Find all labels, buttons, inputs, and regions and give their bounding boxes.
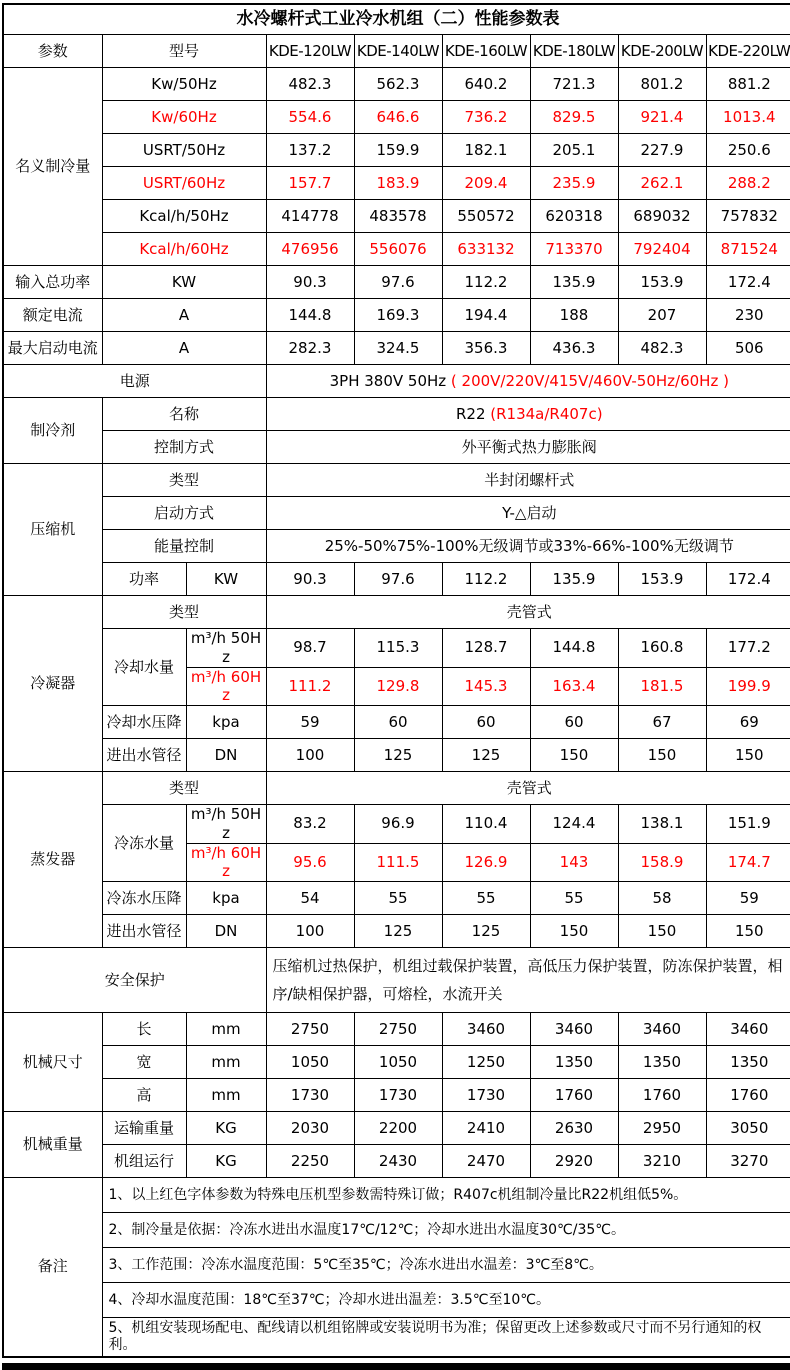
row-input-power-value: 153.9: [618, 266, 706, 299]
row-dim-height-value: 1730: [266, 1079, 354, 1112]
row-rated-current-value: 207: [618, 299, 706, 332]
row-input-power: [3, 266, 790, 299]
unit-dn: DN: [186, 739, 266, 772]
row-compressor-power-value: 172.4: [706, 563, 790, 596]
row-refrigerant-name: [3, 398, 790, 431]
row-evaporator-pipe-value: 150: [530, 915, 618, 948]
safety-value: 压缩机过热保护，机组过载保护装置，高低压力保护装置，防冻保护装置，相序/缺相保护器，可熔栓，水流开关: [266, 948, 790, 1013]
power-supply-value: [266, 365, 790, 398]
unit-a: A: [102, 332, 266, 365]
row-weight-shipping-value: 2200: [354, 1112, 442, 1145]
row-label-running-weight: 机组运行: [102, 1145, 186, 1178]
row-condenser-flow-50hz-value: 128.7: [442, 629, 530, 668]
row-max-start-current-value: 282.3: [266, 332, 354, 365]
row-evaporator-flow-60hz-value: 174.7: [706, 843, 790, 882]
header-kde-220lw: KDE-220LW: [706, 35, 790, 68]
row-capacity-usrt-60hz-value: 209.4: [442, 167, 530, 200]
row-condenser-pressure-drop-value: 59: [266, 706, 354, 739]
row-max-start-current: [3, 332, 790, 365]
spec-table-body: [3, 4, 790, 1357]
row-capacity-kw-50hz-value: 881.2: [706, 68, 790, 101]
unit-kg: KG: [186, 1145, 266, 1178]
row-condenser-flow-50hz-value: 160.8: [618, 629, 706, 668]
row-compressor-start: [3, 497, 790, 530]
row-label-length: 长: [102, 1013, 186, 1046]
row-label-kcal-50hz: Kcal/h/50Hz: [102, 200, 266, 233]
row-input-power-value: 90.3: [266, 266, 354, 299]
group-label-safety: 安全保护: [3, 948, 266, 1013]
row-condenser-flow-50hz: [3, 629, 790, 668]
row-max-start-current-value: 324.5: [354, 332, 442, 365]
bottom-border-bar: [2, 1363, 790, 1370]
note-5: 5、机组安装现场配电、配线请以机组铭牌或安装说明书为准；保留更改上述参数或尺寸而不另行通知的权利。: [102, 1318, 790, 1357]
row-condenser-pressure-drop: [3, 706, 790, 739]
group-label-notes: 备注: [3, 1178, 102, 1357]
row-rated-current: [3, 299, 790, 332]
row-dim-length: [3, 1013, 790, 1046]
row-capacity-kw-60hz-value: 646.6: [354, 101, 442, 134]
condenser-type-value: 壳管式: [266, 596, 790, 629]
row-weight-running-value: 3270: [706, 1145, 790, 1178]
note-1: 1、以上红色字体参数为特殊电压机型参数需特殊订做；R407c机组制冷量比R22机组低5%。: [102, 1178, 790, 1213]
row-weight-running-value: 2250: [266, 1145, 354, 1178]
row-capacity-kw-60hz-value: 1013.4: [706, 101, 790, 134]
row-weight-running-value: 2430: [354, 1145, 442, 1178]
row-condenser-pipe-value: 125: [354, 739, 442, 772]
row-label-chilled-pressure-drop: 冷冻水压降: [102, 882, 186, 915]
header-model: 型号: [102, 35, 266, 68]
row-evaporator-flow-50hz-value: 83.2: [266, 805, 354, 844]
header-kde-180lw: KDE-180LW: [530, 35, 618, 68]
row-capacity-usrt-50hz-value: 182.1: [442, 134, 530, 167]
row-evaporator-pipe-value: 150: [618, 915, 706, 948]
row-capacity-kw-50hz-value: 640.2: [442, 68, 530, 101]
row-evaporator-pressure-drop-value: 55: [530, 882, 618, 915]
row-evaporator-flow-60hz-value: 158.9: [618, 843, 706, 882]
group-label-refrigerant: 制冷剂: [3, 398, 102, 464]
note-2: 2、制冷量是依据：冷冻水进出水温度17℃/12℃；冷却水进出水温度30℃/35℃。: [102, 1213, 790, 1248]
row-condenser-pipe-value: 150: [706, 739, 790, 772]
row-capacity-kcal-50hz-value: 483578: [354, 200, 442, 233]
unit-m3h-60hz: m³/h 60Hz: [186, 667, 266, 706]
row-evaporator-pressure-drop-value: 59: [706, 882, 790, 915]
row-evaporator-flow-50hz-value: 138.1: [618, 805, 706, 844]
row-note-4: [3, 1283, 790, 1318]
row-evaporator-type: [3, 772, 790, 805]
row-condenser-pressure-drop-value: 60: [442, 706, 530, 739]
row-capacity-usrt-50hz: [3, 134, 790, 167]
row-capacity-usrt-60hz-value: 288.2: [706, 167, 790, 200]
row-evaporator-flow-50hz-value: 96.9: [354, 805, 442, 844]
row-capacity-kcal-50hz-value: 414778: [266, 200, 354, 233]
header-kde-160lw: KDE-160LW: [442, 35, 530, 68]
row-condenser-type: [3, 596, 790, 629]
row-compressor-power: [3, 563, 790, 596]
row-condenser-flow-60hz-value: 181.5: [618, 667, 706, 706]
row-rated-current-value: 194.4: [442, 299, 530, 332]
row-condenser-flow-60hz-value: 199.9: [706, 667, 790, 706]
row-capacity-kcal-60hz: [3, 233, 790, 266]
unit-m3h-50hz: m³/h 50Hz: [186, 805, 266, 844]
row-weight-running-value: 3210: [618, 1145, 706, 1178]
row-label-shipping-weight: 运输重量: [102, 1112, 186, 1145]
group-label-evaporator: 蒸发器: [3, 772, 102, 948]
row-condenser-flow-60hz-value: 129.8: [354, 667, 442, 706]
start-mode-value: Y-△启动: [266, 497, 790, 530]
row-evaporator-pipe-value: 125: [442, 915, 530, 948]
row-dim-length-value: 2750: [354, 1013, 442, 1046]
note-4: 4、冷却水温度范围：18℃至37℃；冷却水进出温差：3.5℃至10℃。: [102, 1283, 790, 1318]
row-capacity-kw-60hz: [3, 101, 790, 134]
row-capacity-kcal-50hz-value: 757832: [706, 200, 790, 233]
row-weight-running-value: 2920: [530, 1145, 618, 1178]
row-capacity-kcal-60hz-value: 792404: [618, 233, 706, 266]
group-label-input-power: 输入总功率: [3, 266, 102, 299]
row-condenser-pressure-drop-value: 67: [618, 706, 706, 739]
row-label-type: 类型: [102, 596, 266, 629]
row-compressor-power-value: 135.9: [530, 563, 618, 596]
unit-a: A: [102, 299, 266, 332]
row-weight-shipping-value: 2630: [530, 1112, 618, 1145]
row-evaporator-flow-50hz-value: 124.4: [530, 805, 618, 844]
row-capacity-kcal-50hz-value: 620318: [530, 200, 618, 233]
row-rated-current-value: 230: [706, 299, 790, 332]
unit-m3h-50hz: m³/h 50Hz: [186, 629, 266, 668]
row-dim-width-value: 1350: [618, 1046, 706, 1079]
row-evaporator-flow-50hz-value: 151.9: [706, 805, 790, 844]
row-capacity-kw-60hz-value: 554.6: [266, 101, 354, 134]
row-label-usrt-50hz: USRT/50Hz: [102, 134, 266, 167]
row-note-5: [3, 1318, 790, 1357]
row-dim-width-value: 1350: [530, 1046, 618, 1079]
row-weight-running: [3, 1145, 790, 1178]
spec-table: [2, 3, 790, 1358]
row-capacity-kcal-50hz-value: 689032: [618, 200, 706, 233]
row-condenser-flow-60hz-value: 145.3: [442, 667, 530, 706]
row-evaporator-pressure-drop-value: 55: [354, 882, 442, 915]
row-label-height: 高: [102, 1079, 186, 1112]
power-supply-value-part-1: ( 200V/220V/415V/460V-50Hz/60Hz ): [450, 371, 729, 390]
row-label-kw-50hz: Kw/50Hz: [102, 68, 266, 101]
row-capacity-kw-50hz-value: 482.3: [266, 68, 354, 101]
row-label-chilled-water-flow: 冷冻水量: [102, 805, 186, 882]
unit-kpa: kpa: [186, 882, 266, 915]
unit-mm: mm: [186, 1079, 266, 1112]
row-dim-length-value: 3460: [618, 1013, 706, 1046]
unit-kg: KG: [186, 1112, 266, 1145]
group-label-compressor: 压缩机: [3, 464, 102, 596]
row-capacity-usrt-50hz-value: 205.1: [530, 134, 618, 167]
row-input-power-value: 112.2: [442, 266, 530, 299]
unit-mm: mm: [186, 1013, 266, 1046]
row-dim-height: [3, 1079, 790, 1112]
row-capacity-kw-50hz-value: 562.3: [354, 68, 442, 101]
row-evaporator-flow-50hz: [3, 805, 790, 844]
row-condenser-pipe-value: 100: [266, 739, 354, 772]
row-input-power-value: 172.4: [706, 266, 790, 299]
row-capacity-usrt-60hz-value: 183.9: [354, 167, 442, 200]
row-capacity-kw-50hz: [3, 68, 790, 101]
row-capacity-usrt-60hz: [3, 167, 790, 200]
row-capacity-usrt-60hz-value: 157.7: [266, 167, 354, 200]
row-note-3: [3, 1248, 790, 1283]
row-label-pipe-diameter: 进出水管径: [102, 915, 186, 948]
row-dim-height-value: 1730: [354, 1079, 442, 1112]
group-label-power-supply: 电源: [3, 365, 266, 398]
row-dim-length-value: 2750: [266, 1013, 354, 1046]
row-capacity-usrt-60hz-value: 235.9: [530, 167, 618, 200]
row-capacity-kw-60hz-value: 829.5: [530, 101, 618, 134]
row-compressor-power-value: 153.9: [618, 563, 706, 596]
row-input-power-value: 97.6: [354, 266, 442, 299]
compressor-type-value: 半封闭螺杆式: [266, 464, 790, 497]
group-label-nominal-capacity: 名义制冷量: [3, 68, 102, 266]
refrigerant-name-value: [266, 398, 790, 431]
row-condenser-flow-60hz-value: 163.4: [530, 667, 618, 706]
evaporator-type-value: 壳管式: [266, 772, 790, 805]
row-dim-width-value: 1050: [354, 1046, 442, 1079]
row-evaporator-pipe-value: 150: [706, 915, 790, 948]
note-3: 3、工作范围：冷冻水温度范围：5℃至35℃；冷冻水进出水温差：3℃至8℃。: [102, 1248, 790, 1283]
group-label-rated-current: 额定电流: [3, 299, 102, 332]
unit-mm: mm: [186, 1046, 266, 1079]
row-evaporator-pressure-drop: [3, 882, 790, 915]
power-supply-value-part-0: 3PH 380V 50Hz: [329, 371, 451, 390]
row-label-pipe-diameter: 进出水管径: [102, 739, 186, 772]
row-dim-width-value: 1350: [706, 1046, 790, 1079]
unit-kpa: kpa: [186, 706, 266, 739]
row-weight-shipping-value: 2030: [266, 1112, 354, 1145]
refrigerant-name-value-part-1: (R134a/R407c): [490, 404, 603, 423]
row-power-supply: [3, 365, 790, 398]
row-capacity-kcal-60hz-value: 476956: [266, 233, 354, 266]
control-mode-value: 外平衡式热力膨胀阀: [266, 431, 790, 464]
row-condenser-pipe-value: 125: [442, 739, 530, 772]
row-dim-width: [3, 1046, 790, 1079]
row-max-start-current-value: 356.3: [442, 332, 530, 365]
row-capacity-usrt-50hz-value: 227.9: [618, 134, 706, 167]
row-condenser-flow-60hz-value: 111.2: [266, 667, 354, 706]
energy-control-value: 25%-50%75%-100%无级调节或33%-66%-100%无级调节: [266, 530, 790, 563]
row-condenser-pipe-value: 150: [530, 739, 618, 772]
row-capacity-kcal-60hz-value: 713370: [530, 233, 618, 266]
row-rated-current-value: 188: [530, 299, 618, 332]
row-note-2: [3, 1213, 790, 1248]
row-capacity-usrt-60hz-value: 262.1: [618, 167, 706, 200]
row-label-control-mode: 控制方式: [102, 431, 266, 464]
row-evaporator-flow-50hz-value: 110.4: [442, 805, 530, 844]
row-condenser-pressure-drop-value: 60: [354, 706, 442, 739]
row-weight-shipping: [3, 1112, 790, 1145]
row-evaporator-flow-60hz-value: 95.6: [266, 843, 354, 882]
row-refrigerant-control: [3, 431, 790, 464]
row-label-power: 功率: [102, 563, 186, 596]
header-kde-200lw: KDE-200LW: [618, 35, 706, 68]
row-max-start-current-value: 436.3: [530, 332, 618, 365]
row-label-name: 名称: [102, 398, 266, 431]
row-label-kw-60hz: Kw/60Hz: [102, 101, 266, 134]
row-capacity-usrt-50hz-value: 250.6: [706, 134, 790, 167]
row-compressor-power-value: 90.3: [266, 563, 354, 596]
row-label-type: 类型: [102, 772, 266, 805]
row-label-kcal-60hz: Kcal/h/60Hz: [102, 233, 266, 266]
header-param: 参数: [3, 35, 102, 68]
unit-m3h-60hz: m³/h 60Hz: [186, 843, 266, 882]
row-condenser-flow-50hz-value: 177.2: [706, 629, 790, 668]
row-dim-length-value: 3460: [442, 1013, 530, 1046]
row-evaporator-pipe: [3, 915, 790, 948]
refrigerant-name-value-part-0: R22: [455, 404, 491, 423]
row-input-power-value: 135.9: [530, 266, 618, 299]
row-capacity-kw-50hz-value: 801.2: [618, 68, 706, 101]
page-title: 水冷螺杆式工业冷水机组（二）性能参数表: [3, 4, 790, 35]
row-dim-width-value: 1250: [442, 1046, 530, 1079]
row-rated-current-value: 144.8: [266, 299, 354, 332]
row-capacity-usrt-50hz-value: 137.2: [266, 134, 354, 167]
row-compressor-energy: [3, 530, 790, 563]
row-capacity-kcal-50hz: [3, 200, 790, 233]
unit-kw: KW: [186, 563, 266, 596]
row-capacity-kcal-60hz-value: 633132: [442, 233, 530, 266]
row-max-start-current-value: 506: [706, 332, 790, 365]
row-dim-height-value: 1760: [706, 1079, 790, 1112]
row-safety: [3, 948, 790, 1013]
row-capacity-kw-50hz-value: 721.3: [530, 68, 618, 101]
row-dim-length-value: 3460: [530, 1013, 618, 1046]
row-dim-width-value: 1050: [266, 1046, 354, 1079]
group-label-condenser: 冷凝器: [3, 596, 102, 772]
row-capacity-kcal-60hz-value: 871524: [706, 233, 790, 266]
row-label-start-mode: 启动方式: [102, 497, 266, 530]
row-evaporator-flow-60hz-value: 126.9: [442, 843, 530, 882]
row-condenser-flow-50hz-value: 98.7: [266, 629, 354, 668]
row-label-width: 宽: [102, 1046, 186, 1079]
row-evaporator-pressure-drop-value: 58: [618, 882, 706, 915]
row-dim-length-value: 3460: [706, 1013, 790, 1046]
row-label-type: 类型: [102, 464, 266, 497]
row-rated-current-value: 169.3: [354, 299, 442, 332]
row-condenser-flow-50hz-value: 144.8: [530, 629, 618, 668]
row-title: [3, 4, 790, 35]
row-compressor-power-value: 97.6: [354, 563, 442, 596]
row-weight-shipping-value: 3050: [706, 1112, 790, 1145]
group-label-dimensions: 机械尺寸: [3, 1013, 102, 1112]
row-weight-shipping-value: 2410: [442, 1112, 530, 1145]
row-condenser-pipe: [3, 739, 790, 772]
row-header: [3, 35, 790, 68]
row-compressor-type: [3, 464, 790, 497]
unit-kw: KW: [102, 266, 266, 299]
row-evaporator-flow-60hz-value: 143: [530, 843, 618, 882]
group-label-max-start-current: 最大启动电流: [3, 332, 102, 365]
row-weight-shipping-value: 2950: [618, 1112, 706, 1145]
row-dim-height-value: 1760: [618, 1079, 706, 1112]
row-evaporator-pressure-drop-value: 55: [442, 882, 530, 915]
header-kde-140lw: KDE-140LW: [354, 35, 442, 68]
row-label-usrt-60hz: USRT/60Hz: [102, 167, 266, 200]
row-dim-height-value: 1760: [530, 1079, 618, 1112]
row-evaporator-pressure-drop-value: 54: [266, 882, 354, 915]
group-label-weight: 机械重量: [3, 1112, 102, 1178]
row-condenser-pressure-drop-value: 60: [530, 706, 618, 739]
row-condenser-pipe-value: 150: [618, 739, 706, 772]
row-note-1: [3, 1178, 790, 1213]
row-label-cooling-water-flow: 冷却水量: [102, 629, 186, 706]
row-max-start-current-value: 482.3: [618, 332, 706, 365]
row-compressor-power-value: 112.2: [442, 563, 530, 596]
row-label-cooling-pressure-drop: 冷却水压降: [102, 706, 186, 739]
row-capacity-kcal-50hz-value: 550572: [442, 200, 530, 233]
row-condenser-flow-50hz-value: 115.3: [354, 629, 442, 668]
row-label-energy-control: 能量控制: [102, 530, 266, 563]
header-kde-120lw: KDE-120LW: [266, 35, 354, 68]
row-capacity-usrt-50hz-value: 159.9: [354, 134, 442, 167]
row-evaporator-pipe-value: 100: [266, 915, 354, 948]
row-evaporator-pipe-value: 125: [354, 915, 442, 948]
row-capacity-kw-60hz-value: 736.2: [442, 101, 530, 134]
row-condenser-pressure-drop-value: 69: [706, 706, 790, 739]
row-weight-running-value: 2470: [442, 1145, 530, 1178]
unit-dn: DN: [186, 915, 266, 948]
row-evaporator-flow-60hz-value: 111.5: [354, 843, 442, 882]
row-capacity-kw-60hz-value: 921.4: [618, 101, 706, 134]
row-capacity-kcal-60hz-value: 556076: [354, 233, 442, 266]
row-dim-height-value: 1730: [442, 1079, 530, 1112]
